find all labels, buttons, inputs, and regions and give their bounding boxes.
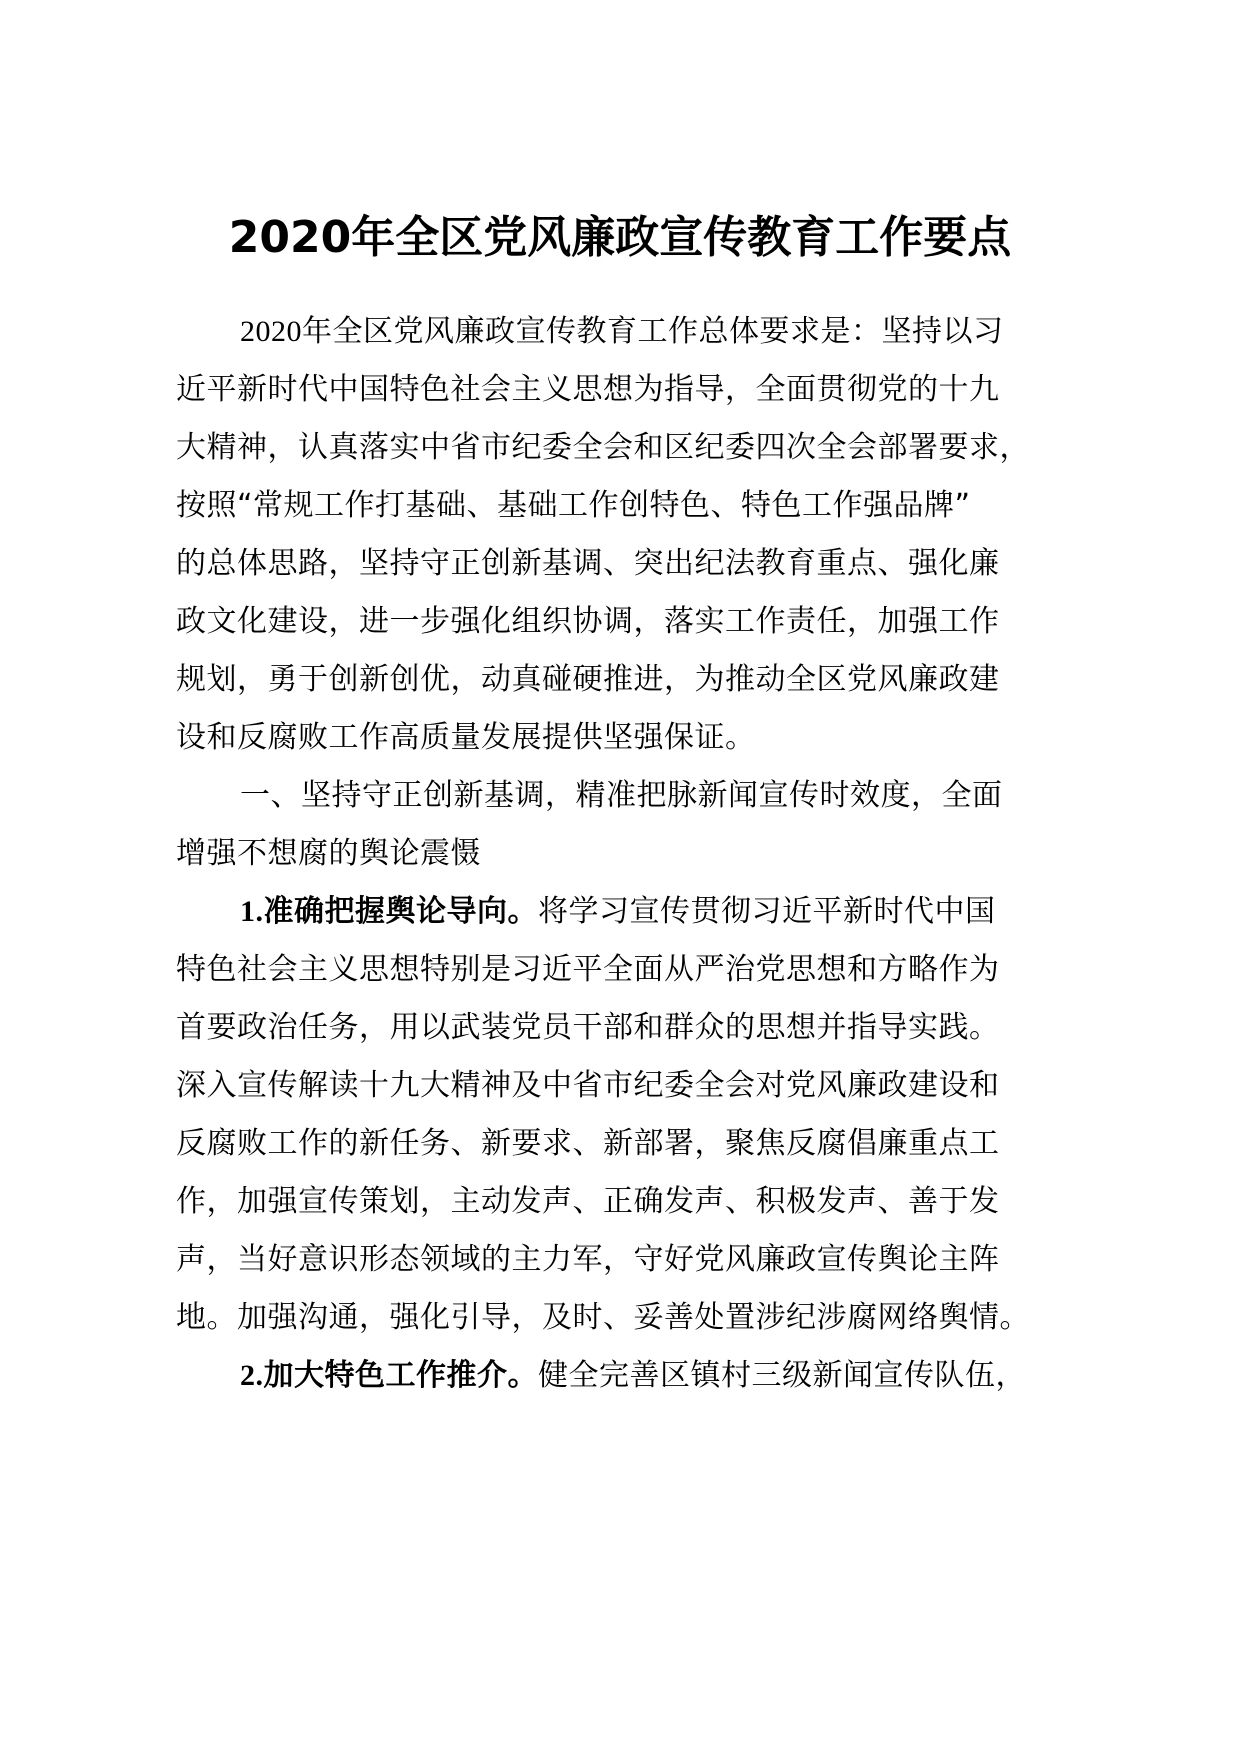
item-1-line-5: 反腐败工作的新任务、新要求、新部署，聚焦反腐倡廉重点工 — [176, 1126, 1000, 1161]
item-1-title: 准确把握舆论导向。 — [263, 894, 538, 929]
item-1-line-4: 深入宣传解读十九大精神及中省市纪委全会对党风廉政建设和 — [176, 1068, 1000, 1103]
section-1-heading-line-2: 增强不想腐的舆论震慑 — [176, 836, 481, 871]
item-2-line-1-text: 健全完善区镇村三级新闻宣传队伍， — [538, 1358, 1026, 1393]
item-1-line-7: 声，当好意识形态领域的主力军，守好党风廉政宣传舆论主阵 — [176, 1242, 1000, 1277]
item-1-line-1 — [240, 892, 1160, 932]
item-1-line-2: 特色社会主义思想特别是习近平全面从严治党思想和方略作为 — [176, 952, 1000, 987]
intro-line-1 — [240, 312, 1160, 352]
section-1-heading-line-1: 一、坚持守正创新基调，精准把脉新闻宣传时效度，全面 — [240, 778, 1003, 813]
item-2-line-1 — [240, 1356, 1160, 1396]
item-1-line-6: 作，加强宣传策划，主动发声、正确发声、积极发声、善于发 — [176, 1184, 1000, 1219]
intro-line-7: 规划，勇于创新创优，动真碰硬推进，为推动全区党风廉政建 — [176, 662, 1000, 697]
intro-line-4: 按照“常规工作打基础、基础工作创特色、特色工作强品牌” — [176, 488, 971, 523]
item-1-line-3: 首要政治任务，用以武装党员干部和群众的思想并指导实践。 — [176, 1010, 1000, 1045]
intro-line-5: 的总体思路，坚持守正创新基调、突出纪法教育重点、强化廉 — [176, 546, 1000, 581]
item-1-number: 1. — [240, 895, 264, 928]
item-1-line-1-text: 将学习宣传贯彻习近平新时代中国 — [538, 894, 996, 929]
intro-line-8: 设和反腐败工作高质量发展提供坚强保证。 — [176, 720, 756, 755]
item-1-line-8: 地。加强沟通，强化引导，及时、妥善处置涉纪涉腐网络舆情。 — [176, 1300, 1030, 1335]
intro-line-1-text: 年全区党风廉政宣传教育工作总体要求是：坚持以习 — [302, 314, 1004, 349]
item-2-number: 2. — [240, 1359, 264, 1392]
intro-line-2: 近平新时代中国特色社会主义思想为指导，全面贯彻党的十九 — [176, 372, 1000, 407]
intro-line-3: 大精神，认真落实中省市纪委全会和区纪委四次全会部署要求， — [176, 430, 1030, 465]
intro-year: 2020 — [240, 315, 302, 348]
document-title: 2020年全区党风廉政宣传教育工作要点 — [228, 212, 1012, 263]
item-2-title: 加大特色工作推介。 — [263, 1358, 538, 1393]
intro-line-6: 政文化建设，进一步强化组织协调，落实工作责任，加强工作 — [176, 604, 1000, 639]
